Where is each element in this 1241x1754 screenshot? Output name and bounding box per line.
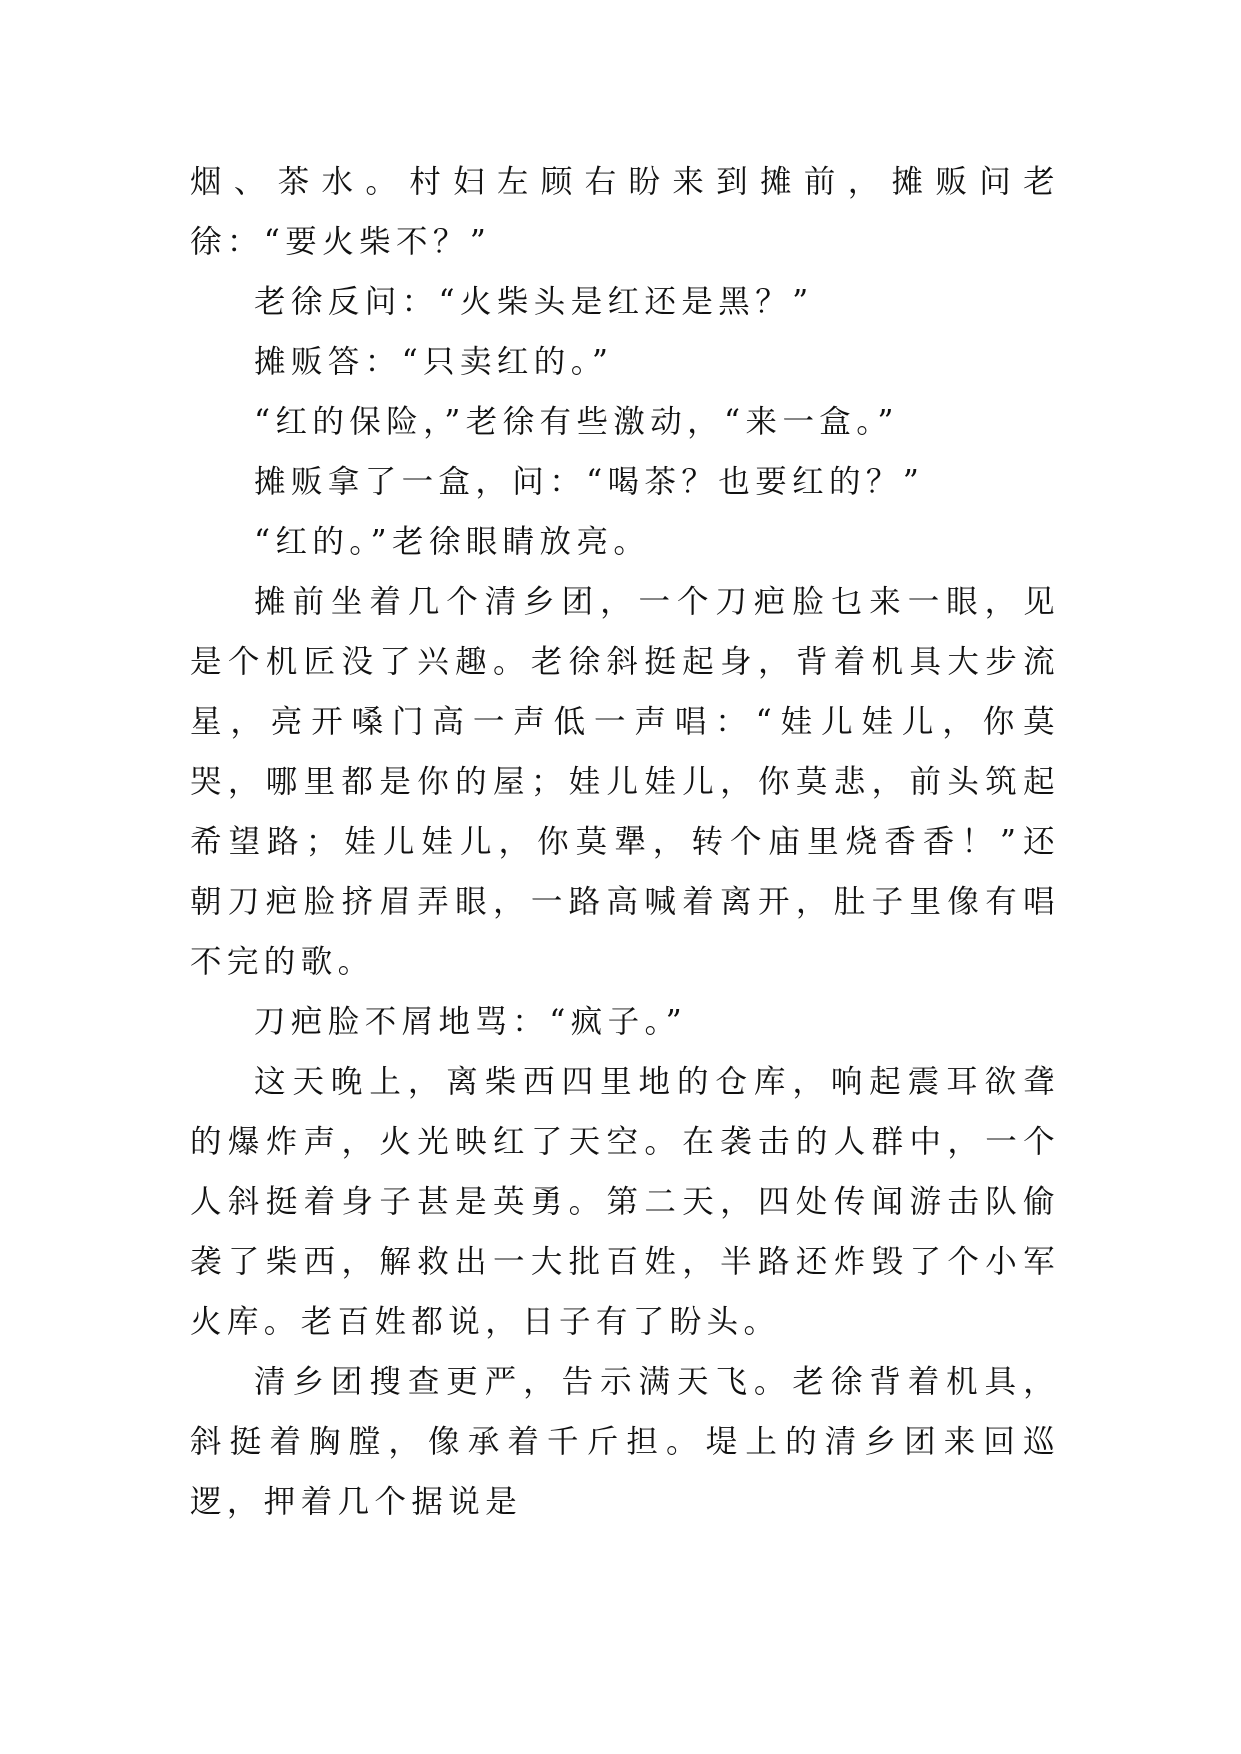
paragraph-10: 清乡团搜查更严，告示满天飞。老徐背着机具，斜挺着胸膛，像承着千斤担。堤上的清乡团来回巡逻，押着几个据说是 (190, 1364, 1060, 1520)
paragraph-9: 这天晚上，离柴西四里地的仓库，响起震耳欲聋的爆炸声，火光映红了天空。在袭击的人群中，一个人斜挺着身子甚是英勇。第二天，四处传闻游击队偷袭了柴西，解救出一大批百姓，半路还炸毁了个小军火库。老百姓都说，日子有了盼头。 (190, 1064, 1060, 1340)
paragraph-5: 摊贩拿了一盒，问：“喝茶？也要红的？” (254, 464, 925, 500)
body-text (190, 152, 1060, 1532)
paragraph-3: 摊贩答：“只卖红的。” (254, 344, 614, 380)
paragraph-7: 摊前坐着几个清乡团，一个刀疤脸乜来一眼，见是个机匠没了兴趣。老徐斜挺起身，背着机具大步流星，亮开嗓门高一声低一声唱：“娃儿娃儿，你莫哭，哪里都是你的屋；娃儿娃儿，你莫悲，前头筑起希望路；娃儿娃儿，你莫犟，转个庙里烧香香！”还朝刀疤脸挤眉弄眼，一路高喊着离开，肚子里像有唱不完的歌。 (190, 584, 1060, 980)
paragraph-4: “红的保险，”老徐有些激动，“来一盒。” (254, 404, 899, 440)
paragraph-1: 烟、茶水。村妇左顾右盼来到摊前，摊贩问老徐：“要火柴不？” (190, 164, 1060, 260)
paragraph-6: “红的。”老徐眼睛放亮。 (254, 524, 651, 560)
paragraph-8: 刀疤脸不屑地骂：“疯子。” (254, 1004, 688, 1040)
paragraph-2: 老徐反问：“火柴头是红还是黑？” (254, 284, 814, 320)
